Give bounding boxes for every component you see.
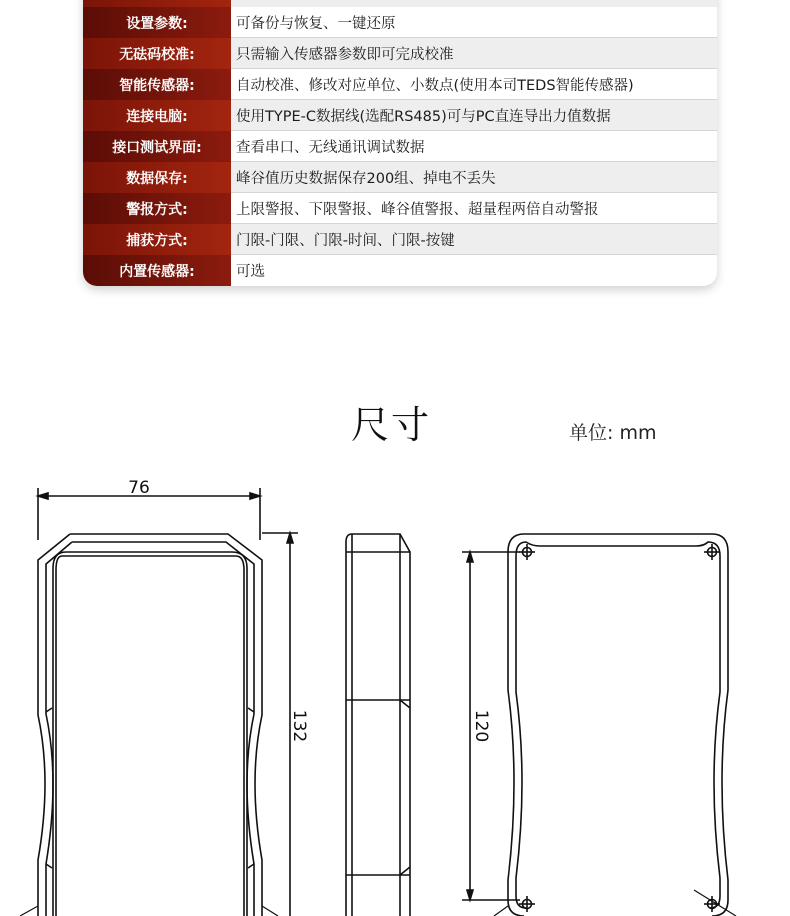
spec-value: 只需输入传感器参数即可完成校准 [231, 38, 717, 69]
spec-label: 警报方式: [83, 193, 231, 224]
spec-row [83, 162, 717, 193]
spec-row [83, 255, 717, 286]
spec-label: 连接电脑: [83, 100, 231, 131]
spec-row [83, 38, 717, 69]
spec-label: 无砝码校准: [83, 38, 231, 69]
back-view [494, 534, 736, 916]
spec-value: 上限警报、下限警报、峰谷值警报、超量程两倍自动警报 [231, 193, 717, 224]
spec-row [83, 7, 717, 38]
spec-row [83, 69, 717, 100]
spec-value: 可选 [231, 255, 717, 286]
spec-value: 峰谷值历史数据保存200组、掉电不丢失 [231, 162, 717, 193]
spec-label: 设置参数: [83, 7, 231, 38]
front-view [20, 534, 278, 916]
front-height-dimension [262, 533, 309, 916]
width-value: 76 [128, 478, 150, 498]
spec-value: 使用TYPE-C数据线(选配RS485)可与PC直连导出力值数据 [231, 100, 717, 131]
spec-value: 门限-门限、门限-时间、门限-按键 [231, 224, 717, 255]
dimensions-title: 尺寸 [351, 403, 432, 447]
spec-value: 自动校准、修改对应单位、小数点(使用本司TEDS智能传感器) [231, 69, 717, 100]
spec-label: 内置传感器: [83, 255, 231, 286]
spec-row [83, 193, 717, 224]
spec-row [83, 131, 717, 162]
spec-row [83, 100, 717, 131]
spec-label: 数据保存: [83, 162, 231, 193]
dimension-drawing [0, 460, 790, 916]
spec-table [83, 0, 717, 286]
spec-value: 可备份与恢复、一键还原 [231, 7, 717, 38]
width-dimension [38, 478, 260, 540]
front-height-value: 132 [289, 709, 309, 743]
spec-label: 接口测试界面: [83, 131, 231, 162]
side-view [346, 534, 410, 916]
spec-value: 查看串口、无线通讯调试数据 [231, 131, 717, 162]
unit-label: 单位: mm [569, 422, 657, 444]
back-height-value: 120 [471, 709, 491, 743]
spec-label: 智能传感器: [83, 69, 231, 100]
spec-label: 捕获方式: [83, 224, 231, 255]
spec-row [83, 224, 717, 255]
